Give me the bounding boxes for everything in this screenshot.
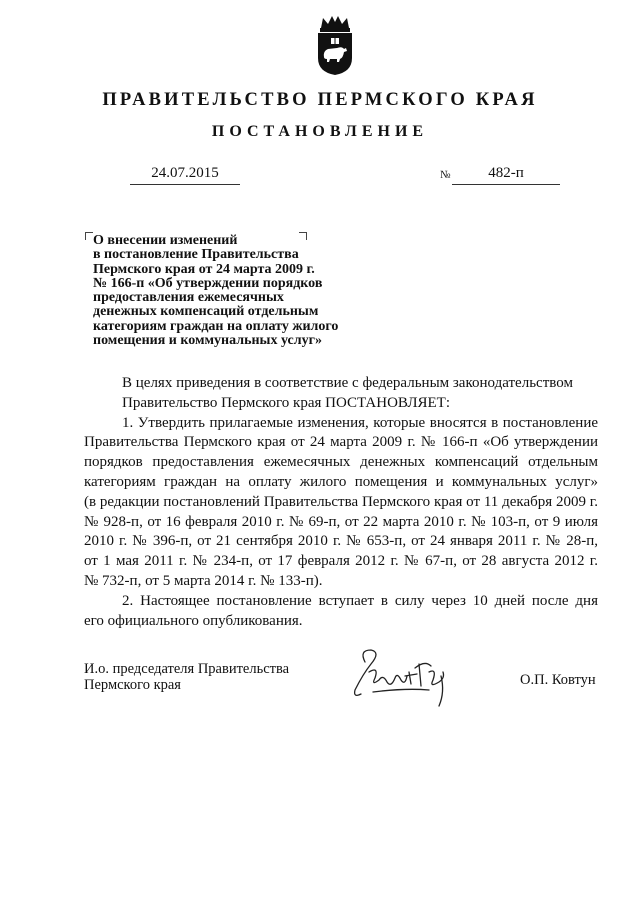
- subject-line: № 166-п «Об утверждении порядков: [93, 275, 323, 291]
- subject-corner-left: [85, 232, 93, 240]
- subject-line: О внесении изменений: [93, 233, 238, 248]
- organization-title: ПРАВИТЕЛЬСТВО ПЕРМСКОГО КРАЯ: [102, 90, 538, 110]
- number-underline: [452, 184, 560, 185]
- signatory-name: О.П. Ковтун: [520, 672, 596, 688]
- body-line: категориям граждан на оплату жилого помещения и коммунальных услуг»: [84, 473, 598, 490]
- subject-line: денежных компенсаций отдельным: [93, 304, 319, 320]
- subject-line: помещения и коммунальных услуг»: [93, 333, 322, 349]
- signatory-position-line: И.о. председателя Правительства: [84, 661, 290, 677]
- subject-line: предоставления ежемесячных: [93, 290, 284, 306]
- document-body: [84, 374, 598, 631]
- body-line: его официального опубликования.: [84, 612, 303, 629]
- body-line: 2010 г. № 396-п, от 21 сентября 2010 г. № 653-п, от 24 января 2011 г. № 28-п,: [84, 533, 598, 550]
- body-line: Правительство Пермского края ПОСТАНОВЛЯЕТ:: [122, 394, 451, 411]
- signatory-position-line: Пермского края: [84, 677, 181, 693]
- body-line: порядков предоставления ежемесячных денежных компенсаций отдельным: [84, 454, 598, 471]
- body-line: Правительства Пермского края от 24 марта 2009 г. № 166-п «Об утверждении: [84, 434, 598, 451]
- subject-line: в постановление Правительства: [93, 247, 299, 263]
- body-line: № 732-п, от 5 марта 2014 г. № 133-п).: [84, 572, 323, 589]
- body-line: 1. Утвердить прилагаемые изменения, которые вносятся в постановление: [122, 414, 598, 431]
- body-line: № 928-п, от 16 февраля 2010 г. № 69-п, от 22 марта 2010 г. № 103-п, от 9 июля: [84, 513, 598, 530]
- document-type: ПОСТАНОВЛЕНИЕ: [211, 123, 429, 140]
- document-date: 24.07.2015: [151, 165, 219, 181]
- signatory-position: [84, 661, 289, 693]
- date-underline: [130, 184, 240, 185]
- subject-line: Пермского края от 24 марта 2009 г.: [93, 261, 315, 277]
- document-number: 482-п: [488, 165, 524, 181]
- perm-krai-coat-of-arms-icon: [313, 14, 357, 76]
- body-line: 2. Настоящее постановление вступает в силу через 10 дней после дня: [122, 592, 598, 609]
- handwritten-signature-icon: [345, 642, 465, 712]
- number-sign: №: [440, 169, 451, 181]
- document-subject: [93, 234, 393, 348]
- subject-line: категориям граждан на оплату жилого: [93, 318, 339, 334]
- body-line: от 1 мая 2011 г. № 234-п, от 17 февраля 2012 г. № 67-п, от 28 августа 2012 г.: [84, 553, 598, 570]
- body-line: В целях приведения в соответствие с федеральным законодательством: [122, 375, 573, 391]
- body-line: (в редакции постановлений Правительства Пермского края от 11 декабря 2009 г.: [84, 493, 598, 510]
